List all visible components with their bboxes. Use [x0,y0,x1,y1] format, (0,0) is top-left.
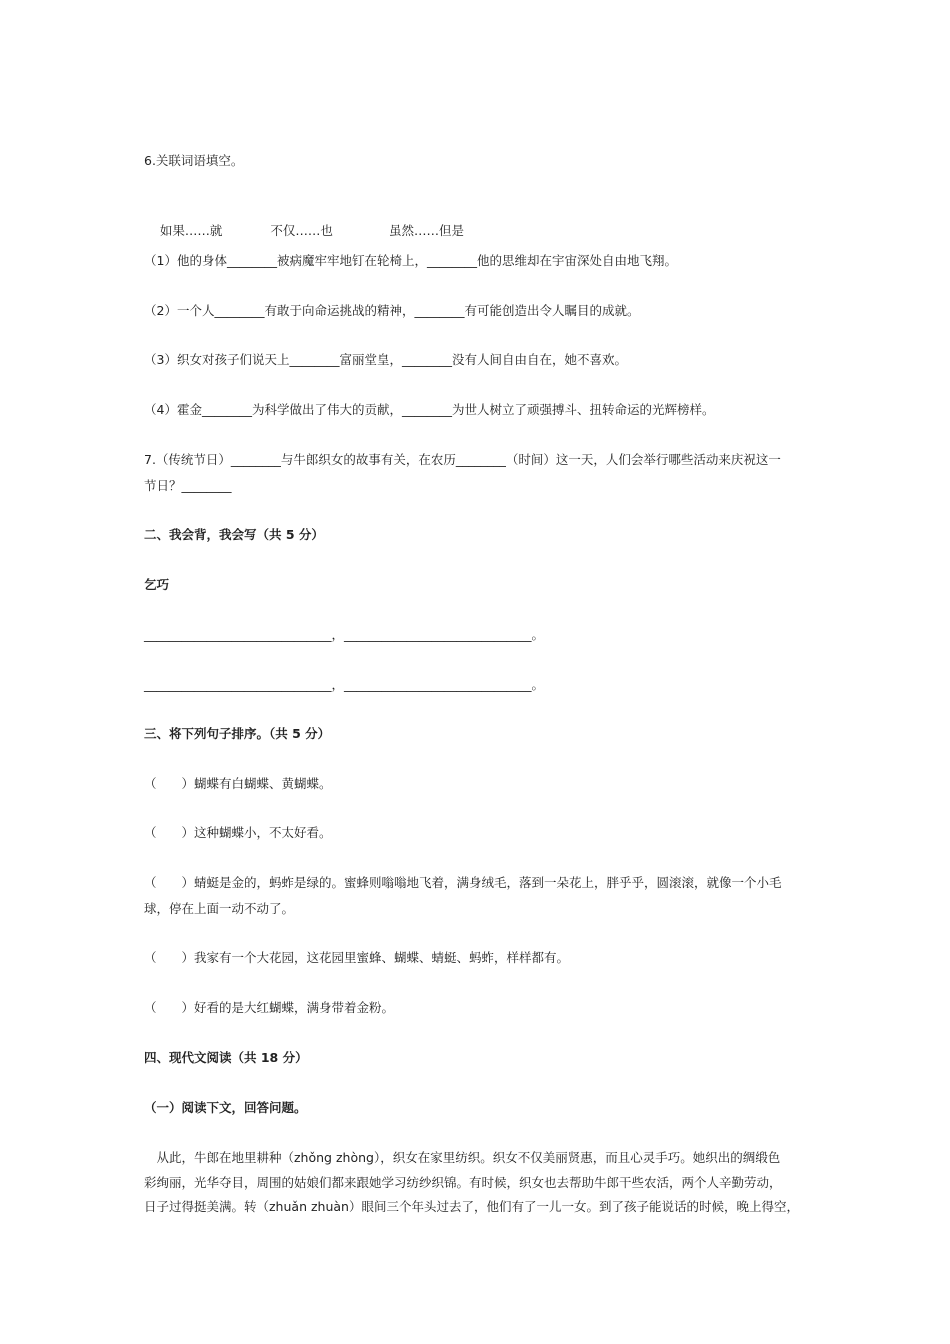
order-item-3-cont: 球，停在上面一动不动了。 [144,901,295,916]
passage-line: 从此，牛郎在地里耕种（zhǒng zhòng），织女在家里纺织。织女不仅美丽贤惠，而且心灵手巧。她织出的绸缎色 [144,1150,781,1165]
q6-option: 虽然……但是 [388,223,464,238]
q6-item-2: （2）一个人________有敢于向命运挑战的精神，________有可能创造出令人瞩目的成就。 [144,303,640,318]
q6-option: 如果……就 [159,223,223,238]
q7-line-2: 节日？________ [144,478,232,493]
passage-line: 日子过得挺美满。转（zhuǎn zhuàn）眼间三个年头过去了，他们有了一儿一女。到了孩子能说话的时候，晚上得空， [144,1199,799,1214]
poem-blank-line-2: ______________________________，______________________________。 [144,677,545,692]
poem-title: 乞巧 [144,577,170,592]
order-item-4: （ ）我家有一个大花园，这花园里蜜蜂、蝴蝶、蜻蜓、蚂蚱，样样都有。 [144,950,570,965]
reading-passage [144,1146,814,1220]
order-item-3: （ ）蜻蜓是金的，蚂蚱是绿的。蜜蜂则嗡嗡地飞着，满身绒毛，落到一朵花上，胖乎乎，圆滚滚，就像一个小毛 [144,875,782,890]
q7-line-1: 7.（传统节日）________与牛郎织女的故事有关，在农历________（时间）这一天，人们会举行哪些活动来庆祝这一 [144,452,781,467]
q6-option: 不仅……也 [270,223,333,238]
passage-line: 彩绚丽，光华夺目，周围的姑娘们都来跟她学习纺纱织锦。有时候，织女也去帮助牛郎干些农活，两个人辛勤劳动， [144,1174,782,1190]
q6-title: 6.关联词语填空。 [144,153,244,168]
order-item-1: （ ）蝴蝶有白蝴蝶、黄蝴蝶。 [144,776,332,791]
section2-heading: 二、我会背，我会写（共 5 分） [144,527,324,542]
reading-sub-heading: （一）阅读下文，回答问题。 [144,1100,307,1115]
section4-heading: 四、现代文阅读（共 18 分） [144,1050,308,1065]
q6-item-4: （4）霍金________为科学做出了伟大的贡献，________为世人树立了顽强搏斗、扭转命运的光辉榜样。 [144,402,715,417]
q6-item-1: （1）他的身体________被病魔牢牢地钉在轮椅上，________他的思维却在宇宙深处自由地飞翔。 [144,253,677,268]
section3-heading: 三、将下列句子排序。（共 5 分） [144,726,331,741]
poem-blank-line-1: ______________________________，______________________________。 [144,627,545,642]
order-item-5: （ ）好看的是大红蝴蝶，满身带着金粉。 [144,1000,395,1015]
q6-item-3: （3）织女对孩子们说天上________富丽堂皇，________没有人间自由自在，她不喜欢。 [144,352,627,367]
order-item-2: （ ）这种蝴蝶小，不太好看。 [144,825,332,840]
